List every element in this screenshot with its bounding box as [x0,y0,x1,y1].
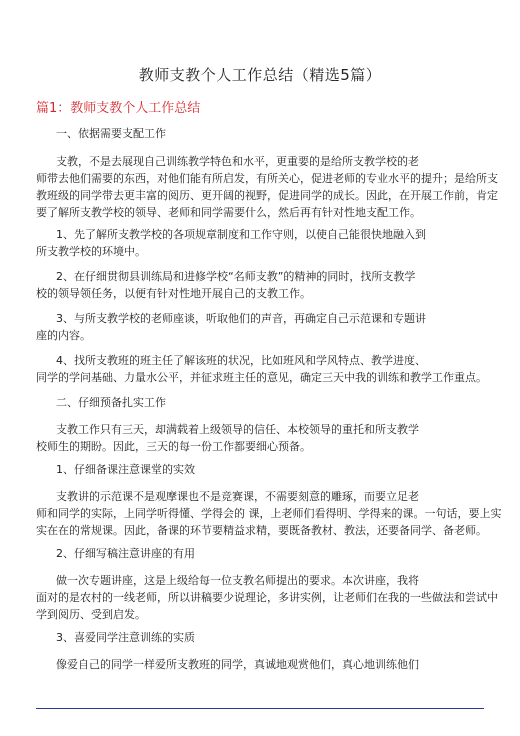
paragraph-line: 要了解所支教学校的领导、老师和同学需要什么，然后再有针对性地支配工作。 [36,206,421,219]
paragraph-line: 4、找所支教班的班主任了解该班的状况，比如班风和学风特点、教学进度、 [56,354,426,367]
paragraph-line: 做一次专题讲座，这是上级给每一位支教名师提出的要求。本次讲座，我将 [56,574,419,587]
section-heading: 篇1：教师支教个人工作总结 [36,101,201,116]
paragraph-line: 校师生的期盼。因此，三天的每一份工作都要细心预备。 [36,440,311,453]
subheading: 二、仔细预备扎实工作 [56,396,166,409]
paragraph-line: 学到阅历、受到启发。 [36,608,146,621]
paragraph-line: 2、在仔细贯彻县训练局和进修学校“名师支教”的精神的同时，找所支教学 [56,270,416,283]
footer-divider [36,708,484,709]
paragraph-line: 所支教学校的环境中。 [36,245,146,258]
subheading: 3、喜爱同学注意训练的实质 [56,631,195,644]
document-title: 教师支教个人工作总结（精选5篇） [138,66,382,84]
paragraph-line: 同学的学问基础、力量水公平，并征求班主任的意见，确定三天中我的训练和教学工作重点。 [36,371,487,384]
paragraph-line: 1、先了解所支教学校的各项规章制度和工作守则，以使自己能很快地融入到 [56,228,426,241]
paragraph-line: 座的内容。 [36,329,91,342]
paragraph-line: 师和同学的实际，上同学听得懂、学得会的 课，上老师们看得明、学得来的课。一句话，要上实 [36,507,502,520]
paragraph-line: 面对的是农村的一线老师，所以讲稿要少说理论，多讲实例，让老师们在我的一些做法和尝试中 [36,591,498,604]
paragraph-line: 像爱自己的同学一样爱所支教班的同学，真诚地观赏他们，真心地训练他们 [56,658,419,671]
paragraph-line: 校的领导领任务，以便有针对性地开展自己的支教工作。 [36,287,311,300]
paragraph-line: 师带去他们需要的东西，对他们能有所启发，有所关心，促进老师的专业水平的提升；是给所支 [36,172,498,185]
paragraph-line: 教班级的同学带去更丰富的阅历、更开阔的视野，促进同学的成长。因此，在开展工作前，肯定 [36,189,498,202]
paragraph-line: 支教工作只有三天，却满载着上级领导的信任、本校领导的重托和所支教学 [56,423,419,436]
paragraph-line: 支教，不是去展现自己训练教学特色和水平，更重要的是给所支教学校的老 [56,155,419,168]
subheading: 一、依据需要支配工作 [56,127,166,140]
subheading: 2、仔细写稿注意讲座的有用 [56,547,195,560]
paragraph-line: 支教讲的示范课不是观摩课也不是竞赛课，不需要刻意的雕琢，而要立足老 [56,490,419,503]
paragraph-line: 实在在的常规课。因此，备课的环节要精益求精，要既备教材、教法，还要备同学、备老师。 [36,524,487,537]
paragraph-line: 3、与所支教学校的老师座谈，听取他们的声音，再确定自己示范课和专题讲 [56,312,426,325]
subheading: 1、仔细备课注意课堂的实效 [56,463,195,476]
